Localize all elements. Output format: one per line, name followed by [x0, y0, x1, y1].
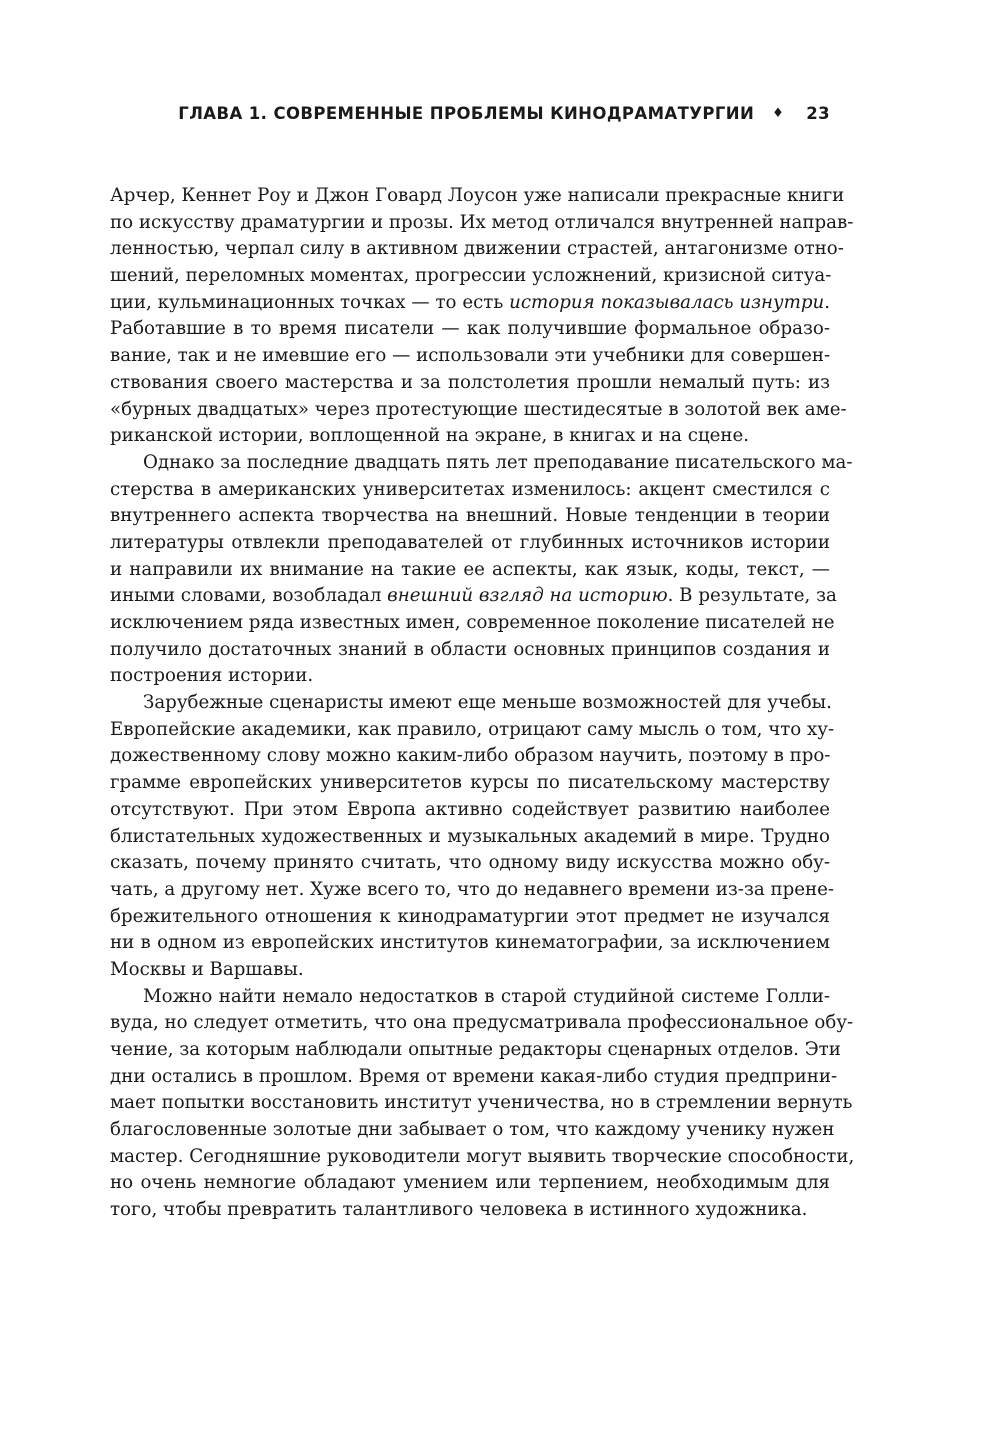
line-text: ни в одном из европейских институтов кинематографии, за исключением — [110, 932, 830, 954]
text-line — [110, 1170, 830, 1197]
line-text: Москвы и Варшавы. — [110, 958, 304, 980]
text-line — [110, 423, 830, 450]
line-text: шений, переломных моментах, прогрессии усложнений, кризисной ситуа- — [110, 265, 832, 287]
page-number: 23 — [806, 104, 830, 123]
line-text: дожественному слову можно каким-либо образом научить, поэтому в про- — [110, 745, 831, 767]
running-header — [110, 104, 830, 123]
line-text: построения истории. — [110, 665, 314, 687]
line-text: вание, так и не имевшие его — использовали эти учебники для совершен- — [110, 345, 831, 367]
line-text: получило достаточных знаний в области основных принципов создания и — [110, 638, 830, 660]
paragraph — [110, 450, 853, 690]
text-line — [110, 450, 853, 477]
line-text: исключением ряда известных имен, современное поколение писателей не — [110, 612, 835, 633]
text-line — [110, 1010, 854, 1037]
line-text: Зарубежные сценаристы имеют еще меньше возможностей для учебы. — [143, 692, 832, 714]
text-line — [110, 1144, 855, 1171]
line-text: благословенные золотые дни забывает о том, что каждому ученику нужен — [110, 1119, 835, 1141]
text-line — [110, 263, 830, 290]
text-line — [110, 850, 830, 877]
text-line — [110, 557, 830, 584]
text-line — [110, 743, 830, 770]
text-line — [110, 690, 830, 717]
line-text: Однако за последние двадцать пять лет преподавание писательского ма- — [143, 451, 853, 473]
diamond-separator-icon: ♦ — [772, 106, 785, 121]
text-line — [110, 770, 830, 797]
text-line — [110, 583, 837, 610]
line-text: «бурных двадцатых» через протестующие шестидесятые в золотой век аме- — [110, 398, 847, 420]
line-text: ции, кульминационных точках — то есть — [110, 291, 510, 313]
paragraph — [110, 183, 854, 450]
line-text: мает попытки восстановить институт ученичества, но в стремлении вернуть — [110, 1092, 853, 1114]
text-line — [110, 663, 830, 690]
text-line — [110, 1117, 835, 1144]
text-line — [110, 530, 830, 557]
line-text: сказать, почему принято считать, что одному виду искусства можно обу- — [110, 852, 830, 874]
line-text: вуда, но следует отметить, что она предусматривала профессиональное обу- — [110, 1012, 854, 1034]
text-line — [110, 210, 854, 237]
line-text: литературы отвлекли преподавателей от глубинных источников истории — [110, 531, 830, 553]
text-line — [110, 316, 830, 343]
line-text: чать, а другому нет. Хуже всего то, что до недавнего времени из-за прене- — [110, 878, 835, 900]
line-text-tail: . В результате, за — [667, 585, 837, 607]
line-text: по искусству драматургии и прозы. Их метод отличался внутренней направ- — [110, 211, 854, 233]
line-text: отсутствуют. При этом Европа активно содействует развитию наиболее — [110, 798, 830, 820]
text-line — [110, 637, 830, 664]
line-text: дни остались в прошлом. Время от времени какая-либо студия предприни- — [110, 1065, 838, 1087]
text-line — [110, 717, 835, 744]
text-line — [110, 1090, 853, 1117]
line-text: риканской истории, воплощенной на экране, в книгах и на сцене. — [110, 425, 750, 447]
line-text: Работавшие в то время писатели — как получившие формальное образо- — [110, 318, 830, 340]
italic-emphasis: история показывалась изнутри — [509, 291, 825, 313]
line-text: Можно найти немало недостатков в старой студийной системе Голли- — [143, 985, 830, 1007]
text-line — [110, 824, 830, 851]
text-line — [110, 1037, 841, 1064]
line-text: и направили их внимание на такие ее аспекты, как язык, коды, текст, — — [110, 558, 830, 580]
line-text: стерства в американских университетах изменилось: акцент сместился с — [110, 478, 830, 500]
text-line — [110, 904, 830, 931]
text-line — [110, 957, 830, 984]
text-line — [110, 397, 847, 424]
text-line — [110, 984, 830, 1011]
text-line — [110, 1197, 830, 1224]
chapter-title: ГЛАВА 1. СОВРЕМЕННЫЕ ПРОБЛЕМЫ КИНОДРАМАТУРГИИ — [178, 104, 755, 123]
text-line — [110, 370, 830, 397]
line-text: Арчер, Кеннет Роу и Джон Говард Лоусон уже написали прекрасные книги — [110, 185, 845, 206]
text-line — [110, 610, 835, 637]
line-text: ствования своего мастерства и за полстолетия прошли немалый путь: из — [110, 371, 830, 393]
text-line — [110, 236, 844, 263]
line-text: мастер. Сегодняшние руководители могут выявить творческие способности, — [110, 1145, 855, 1167]
text-line — [110, 503, 830, 530]
text-line — [110, 930, 830, 957]
italic-emphasis: внешний взгляд на историю — [387, 585, 668, 607]
line-text: грамме европейских университетов курсы по писательскому мастерству — [110, 772, 830, 794]
line-text: брежительного отношения к кинодраматургии этот предмет не изучался — [110, 905, 830, 927]
paragraph — [110, 984, 855, 1224]
text-line — [110, 1064, 838, 1091]
line-text: чение, за которым наблюдали опытные редакторы сценарных отделов. Эти — [110, 1039, 841, 1060]
text-line — [110, 183, 845, 210]
paragraph — [110, 690, 835, 984]
line-text: Европейские академики, как правило, отрицают саму мысль о том, что ху- — [110, 718, 835, 740]
line-text: ленностью, черпал силу в активном движении страстей, антагонизме отно- — [110, 238, 844, 260]
line-text-tail: . — [824, 291, 830, 313]
line-text: но очень немногие обладают умением или терпением, необходимым для — [110, 1172, 830, 1194]
line-text: иными словами, возобладал — [110, 585, 388, 607]
text-line — [110, 343, 830, 370]
text-line — [110, 477, 830, 504]
text-line — [110, 797, 830, 824]
line-text: блистательных художественных и музыкальных академий в мире. Трудно — [110, 825, 830, 847]
text-line — [110, 877, 835, 904]
line-text: того, чтобы превратить талантливого человека в истинного художника. — [110, 1199, 808, 1221]
text-line — [110, 290, 830, 317]
body-text — [110, 183, 855, 1224]
line-text: внутреннего аспекта творчества на внешний. Новые тенденции в теории — [110, 505, 830, 527]
